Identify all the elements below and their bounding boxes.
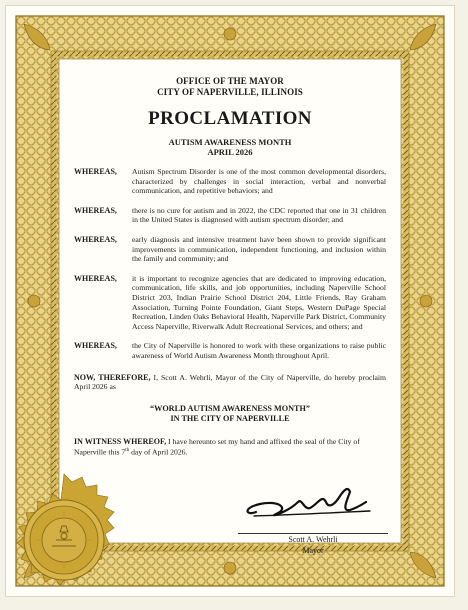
whereas-label: WHEREAS,: [74, 341, 117, 351]
whereas-label: WHEREAS,: [74, 273, 117, 283]
declaration-line-1: “WORLD AUTISM AWARENESS MONTH”: [150, 403, 310, 413]
gold-seal: [0, 470, 134, 610]
signer-title: Mayor: [302, 545, 324, 555]
declaration-line-2: IN THE CITY OF NAPERVILLE: [170, 413, 290, 423]
city-title: CITY OF NAPERVILLE, ILLINOIS: [157, 86, 303, 97]
whereas-label: WHEREAS,: [74, 205, 117, 215]
subtitle-line-2: APRIL 2026: [207, 147, 253, 157]
whereas-clause: [74, 274, 386, 332]
witness-lead: IN WITNESS WHEREOF,: [74, 436, 167, 446]
whereas-label: WHEREAS,: [74, 167, 117, 176]
whereas-label: WHEREAS,: [74, 234, 117, 244]
signer-name: Scott A. Wehrli: [288, 535, 338, 544]
whereas-text: the City of Naperville is honored to work with these organizations to raise public awareness of World Autism Awareness Month throughout April.: [132, 341, 386, 360]
whereas-text: Autism Spectrum Disorder is one of the most common developmental disorders, characterized by challenges in social interaction, verbal and nonverbal communication, and repetitive behaviors; and: [132, 167, 386, 196]
proclamation-body: [74, 76, 386, 457]
whereas-clause: [74, 206, 386, 225]
witness-paragraph: [74, 437, 386, 458]
witness-ordinal: th: [125, 448, 130, 454]
proclamation-subtitle: [74, 137, 386, 157]
signature-block: [238, 482, 388, 555]
signature-line: [238, 533, 388, 534]
whereas-clauses: [74, 167, 386, 361]
therefore-lead: NOW, THEREFORE,: [74, 372, 151, 382]
proclamation-title: PROCLAMATION: [148, 108, 312, 129]
whereas-text: it is important to recognize agencies that are dedicated to improving education, communication, life skills, and job opportunities, including Naperville School District 203, Indian Prairie School District 204, Little Friends, Ray Graham Association, Turning Pointe Foundation, Giant Steps, Western DuPage Special Recreation, Linden Oaks Behavioral Health, Naperville Park District, Community Access Naperville, Riverwalk Adult Recreational Services, and others; and: [132, 273, 386, 331]
subtitle-line-1: AUTISM AWARENESS MONTH: [168, 137, 292, 147]
whereas-text: there is no cure for autism and in 2022, the CDC reported that one in 31 children in the United States is diagnosed with autism spectrum disorder; and: [132, 205, 386, 225]
whereas-clause: [74, 235, 386, 264]
whereas-clause: [74, 341, 386, 360]
whereas-clause: [74, 167, 386, 196]
office-heading: [74, 76, 386, 97]
handwritten-signature: [238, 482, 388, 524]
witness-text-a: I have hereunto set my hand and affixed the seal of the City of Naperville this 7: [74, 436, 360, 457]
whereas-text: early diagnosis and intensive treatment have been shown to provide significant improvements in communication, independent functioning, and inclusion within the family and community; and: [132, 234, 386, 264]
therefore-text: I, Scott A. Wehrli, Mayor of the City of Naperville, do hereby proclaim April 2026 as: [74, 372, 386, 392]
therefore-paragraph: [74, 373, 386, 392]
witness-text-b: day of April 2026.: [129, 447, 188, 457]
declaration: [74, 404, 386, 424]
office-title: OFFICE OF THE MAYOR: [176, 76, 284, 86]
